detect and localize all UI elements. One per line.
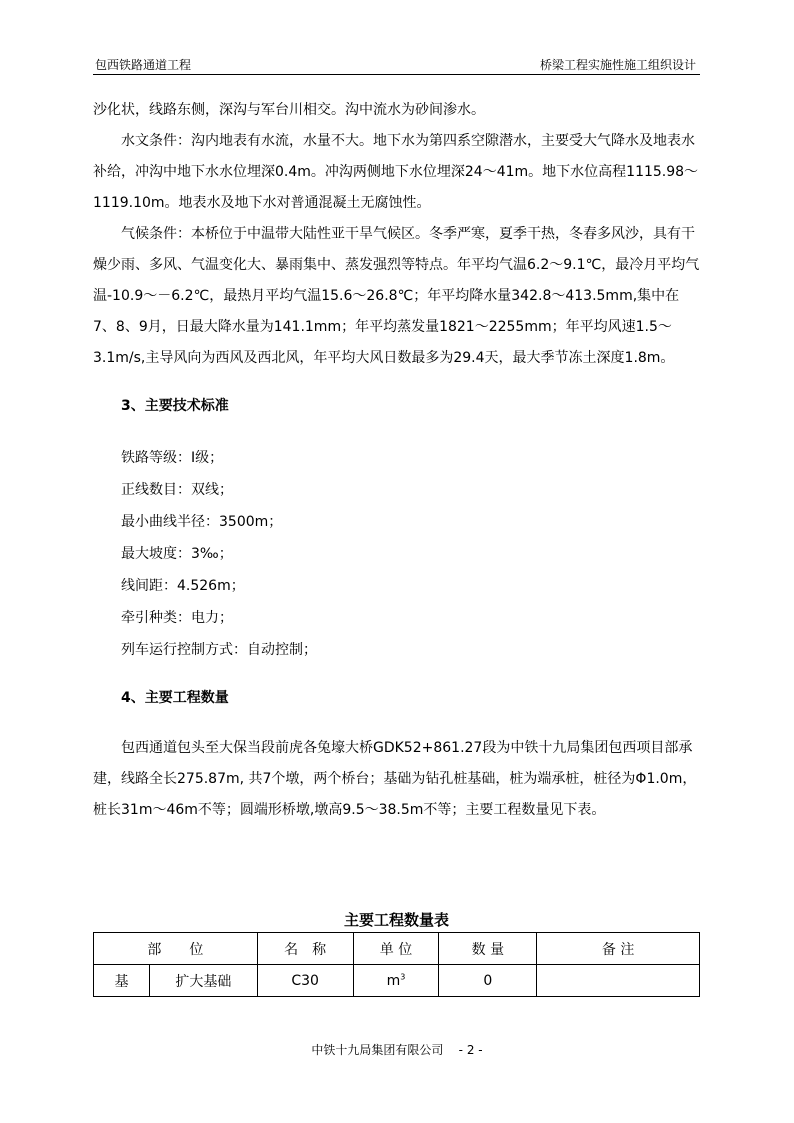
tech-standard-line-spacing: 线间距：4.526m； [121,578,245,594]
cell-material: C30 [257,965,353,997]
tech-standard-railway-grade: 铁路等级：Ⅰ级； [121,450,224,466]
footer-company: 中铁十九局集团有限公司 [311,1043,444,1057]
header-document-title: 桥梁工程实施性施工组织设计 [539,58,696,72]
header-cell-part: 部 位 [94,933,258,965]
tech-standard-max-gradient: 最大坡度：3‰； [121,546,233,562]
cell-note [537,965,700,997]
page-header [93,56,700,75]
header-cell-note: 备 注 [537,933,700,965]
tech-standard-min-curve-radius: 最小曲线半径：3500m； [121,514,283,530]
tech-standard-traction: 牵引种类：电力； [121,610,233,626]
unit-superscript: 3 [400,971,406,981]
cell-quantity: 0 [439,965,537,997]
tech-standard-main-lines: 正线数目：双线； [121,482,233,498]
cell-category: 基 [94,965,150,997]
paragraph-quantity-intro: 包西通道包头至大保当段前虎各兔壕大桥GDK52+861.27段为中铁十九局集团包西项目部承建，线路全长275.87m, 共7个墩，两个桥台；基础为钻孔桩基础，桩为端承桩，桩径为Φ1.0m，桩长31m～46m不等；圆端形桥墩,墩高9.5～38.5m不等；主要工程数量见下表。 [93,740,697,818]
unit-base: m [386,972,401,989]
quantity-table [93,932,700,997]
table-header-row [94,933,700,965]
page-footer [0,1042,794,1058]
section-heading-quantities: 4、主要工程数量 [121,690,229,706]
header-cell-quantity: 数 量 [439,933,537,965]
tech-standard-train-control: 列车运行控制方式：自动控制； [121,642,317,658]
header-project-name: 包西铁路通道工程 [95,58,192,72]
table-caption: 主要工程数量表 [343,911,449,929]
header-cell-name: 名 称 [257,933,353,965]
cell-unit [353,965,439,997]
paragraph-hydrology: 水文条件：沟内地表有水流，水量不大。地下水为第四系空隙潜水，主要受大气降水及地表水补给，冲沟中地下水水位埋深0.4m。冲沟两侧地下水位埋深24～41m。地下水位高程1115.98～1119.10m。地表水及地下水对普通混凝土无腐蚀性。 [93,133,699,211]
footer-page-number: - 2 - [458,1043,483,1057]
paragraph-climate: 气候条件：本桥位于中温带大陆性亚干旱气候区。冬季严寒，夏季干热，冬春多风沙，具有干燥少雨、多风、气温变化大、暴雨集中、蒸发强烈等特点。年平均气温6.2～9.1℃，最冷月平均气温-10.9～－6.2℃，最热月平均气温15.6～26.8℃；年平均降水量342.8～413.5mm,集中在7、8、9月，日最大降水量为141.1mm；年平均蒸发量1821～2255mm；年平均风速1.5～3.1m/s,主导风向为西风及西北风，年平均大风日数最多为29.4天，最大季节冻土深度1.8m。 [93,226,700,366]
cell-subpart: 扩大基础 [149,965,257,997]
section-heading-tech-standards: 3、主要技术标准 [121,398,229,414]
paragraph-continuation: 沙化状，线路东侧，深沟与军台川相交。沟中流水为砂间渗水。 [93,102,485,118]
header-cell-unit: 单 位 [353,933,439,965]
document-body [93,95,700,826]
table-row [94,965,700,997]
